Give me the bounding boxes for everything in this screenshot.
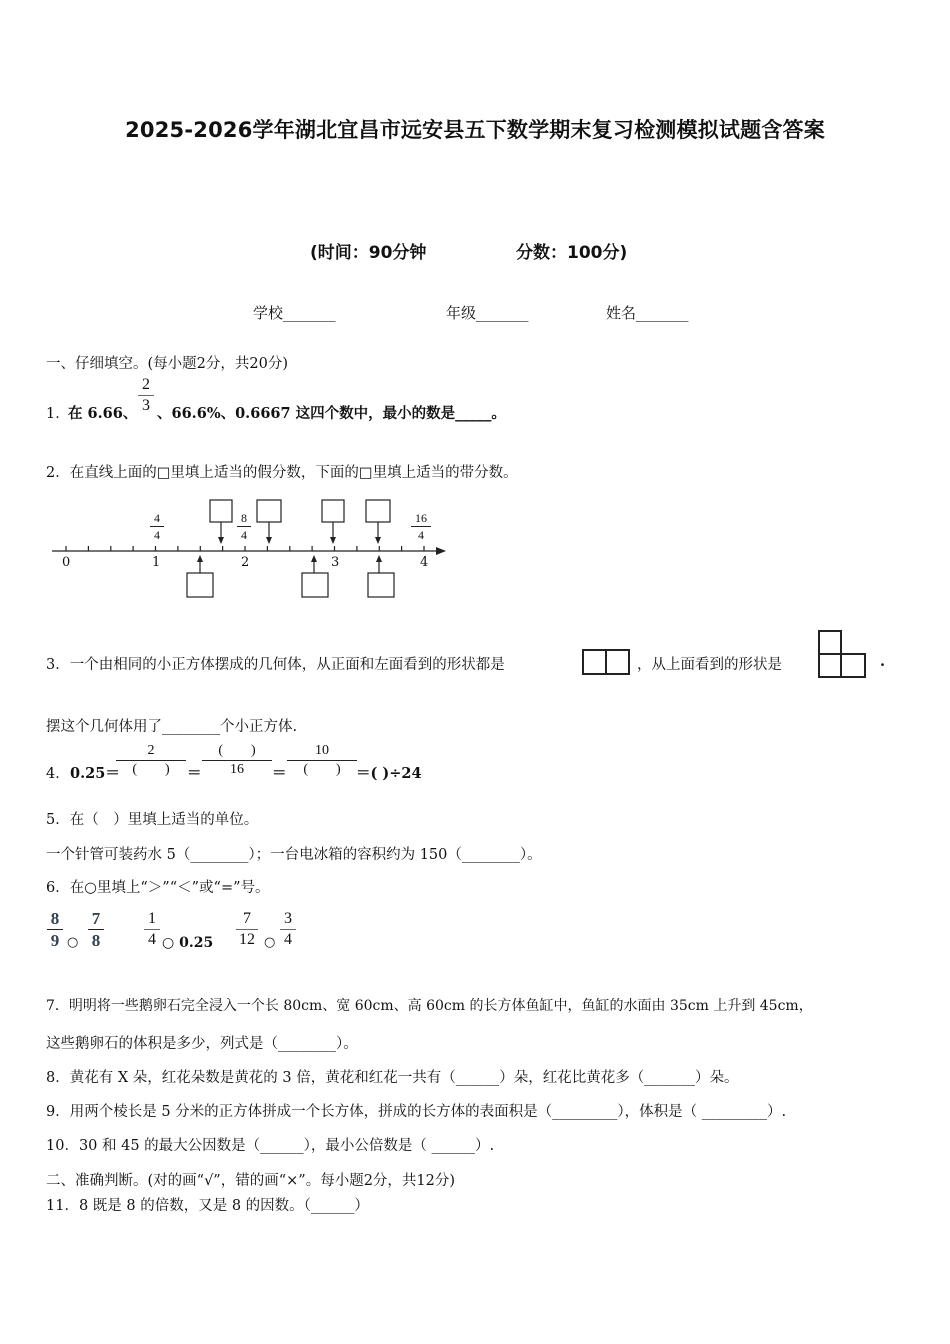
q4-f2-numerator: ( ): [218, 743, 256, 758]
exam-time: (时间：90分钟: [310, 243, 427, 263]
q7-line1: 7．明明将一些鹅卵石完全浸入一个长 80cm、宽 60cm、高 60cm 的长方体鱼缸中，鱼缸的水面由 35cm 上升到 45cm，: [46, 998, 813, 1014]
q4-fraction-2: [202, 744, 272, 777]
q6c-frac-2: [280, 911, 296, 948]
name-field: 姓名_______: [606, 304, 689, 322]
q6c-d2: 4: [284, 931, 292, 948]
q11-text: 11．8 既是 8 的倍数，又是 8 的因数。（______）: [46, 1198, 369, 1214]
tick-label-0: 0: [62, 555, 71, 570]
frac-denominator: 4: [418, 528, 424, 542]
q1-pre: 在 6.66、: [68, 405, 138, 422]
q6c-circle: ○: [264, 935, 276, 950]
exam-score: 分数：100分): [516, 243, 628, 263]
q6-title: 6．在○里填上“＞”“＜”或“=”号。: [46, 880, 270, 896]
q6c-frac-1: [236, 911, 258, 948]
q6a-d2: 8: [91, 931, 101, 950]
q3-line1b: ，从上面看到的形状是: [637, 657, 782, 673]
q3-line2: 摆这个几何体用了________个小正方体.: [46, 719, 298, 735]
q4-f3-numerator: 10: [315, 743, 329, 758]
frac-denominator: 4: [241, 528, 247, 542]
tick-label-4: 4: [420, 555, 429, 570]
q6b-frac: [144, 911, 160, 948]
q8-text: 8．黄花有 X 朵，红花朵数是黄花的 3 倍，黄花和红花一共有（______）朵，红花比黄花多（_______）朵。: [46, 1070, 739, 1086]
school-field: 学校_______: [253, 304, 336, 322]
q4-equals-1: ＝: [187, 765, 202, 782]
q6a-d1: 9: [50, 931, 60, 950]
q6b-n1: 1: [148, 910, 156, 927]
q1-number: 1．: [46, 406, 70, 422]
section-2-heading: 二、准确判断。(对的画“√”，错的画“×”。每小题2分，共12分): [46, 1173, 456, 1189]
q1-post: 、66.6%、0.6667 这四个数中，最小的数是_____。: [157, 405, 506, 422]
q6a-frac-1: [47, 910, 63, 949]
front-view-shape: [582, 648, 632, 676]
q9-text: 9．用两个棱长是 5 分米的正方体拼成一个长方体，拼成的长方体的表面积是（_________），体积是（ _________）.: [46, 1104, 787, 1120]
frac-4-over-4: [150, 512, 164, 541]
frac-numerator: 4: [154, 511, 160, 525]
q6a-frac-2: [88, 910, 104, 949]
frac-numerator: 16: [415, 511, 427, 525]
q4-fraction-1: [116, 744, 186, 777]
q4-lead: 0.25＝: [70, 765, 120, 782]
q6b-op: ○ 0.25: [162, 935, 214, 951]
grade-field: 年级_______: [446, 304, 529, 322]
frac-8-over-4: [237, 512, 251, 541]
q6a-n1: 8: [50, 909, 60, 928]
q4-f1-denominator: ( ): [132, 762, 170, 777]
q6c-n1: 7: [243, 910, 251, 927]
q3-line1a: 3．一个由相同的小正方体摆成的几何体，从正面和左面看到的形状都是: [46, 657, 505, 673]
tick-label-3: 3: [331, 555, 340, 570]
tick-label-2: 2: [241, 555, 250, 570]
q6c-n2: 3: [284, 910, 292, 927]
q4-equals-2: ＝: [272, 765, 287, 782]
q5-body: 一个针管可装药水 5（________）；一台电冰箱的容积约为 150（________）。: [46, 847, 542, 863]
q4-fraction-3: [287, 744, 357, 777]
q1-fraction: [138, 377, 154, 414]
top-view-shape: [817, 629, 869, 679]
q4-f1-numerator: 2: [147, 743, 155, 758]
q1-frac-numerator: 2: [142, 376, 150, 393]
number-line: [46, 495, 456, 605]
q4-f2-denominator: 16: [230, 762, 244, 777]
frac-numerator: 8: [241, 511, 247, 525]
tick-label-1: 1: [152, 555, 161, 570]
q7-line2: 这些鹅卵石的体积是多少，列式是（________）。: [46, 1036, 358, 1052]
q1-frac-denominator: 3: [142, 397, 150, 414]
q4-number: 4．: [46, 766, 70, 782]
q6b-d1: 4: [148, 931, 156, 948]
q4-f3-denominator: ( ): [303, 762, 341, 777]
q10-text: 10．30 和 45 的最大公因数是（______），最小公倍数是（ ______）.: [46, 1138, 495, 1154]
q2-text: 2．在直线上面的□里填上适当的假分数，下面的□里填上适当的带分数。: [46, 465, 518, 481]
frac-denominator: 4: [154, 528, 160, 542]
page-title: 2025-2026学年湖北宜昌市远安县五下数学期末复习检测模拟试题含答案: [125, 118, 825, 142]
frac-16-over-4: [411, 512, 431, 541]
q6a-circle: ○: [67, 935, 79, 950]
q3-line1c: .: [880, 653, 886, 670]
q5-title: 5．在（ ）里填上适当的单位。: [46, 812, 259, 828]
q6c-d1: 12: [239, 931, 255, 948]
q4-tail: ＝( )÷24: [356, 765, 422, 782]
section-1-heading: 一、仔细填空。(每小题2分，共20分): [46, 356, 288, 372]
q6a-n2: 7: [91, 909, 101, 928]
